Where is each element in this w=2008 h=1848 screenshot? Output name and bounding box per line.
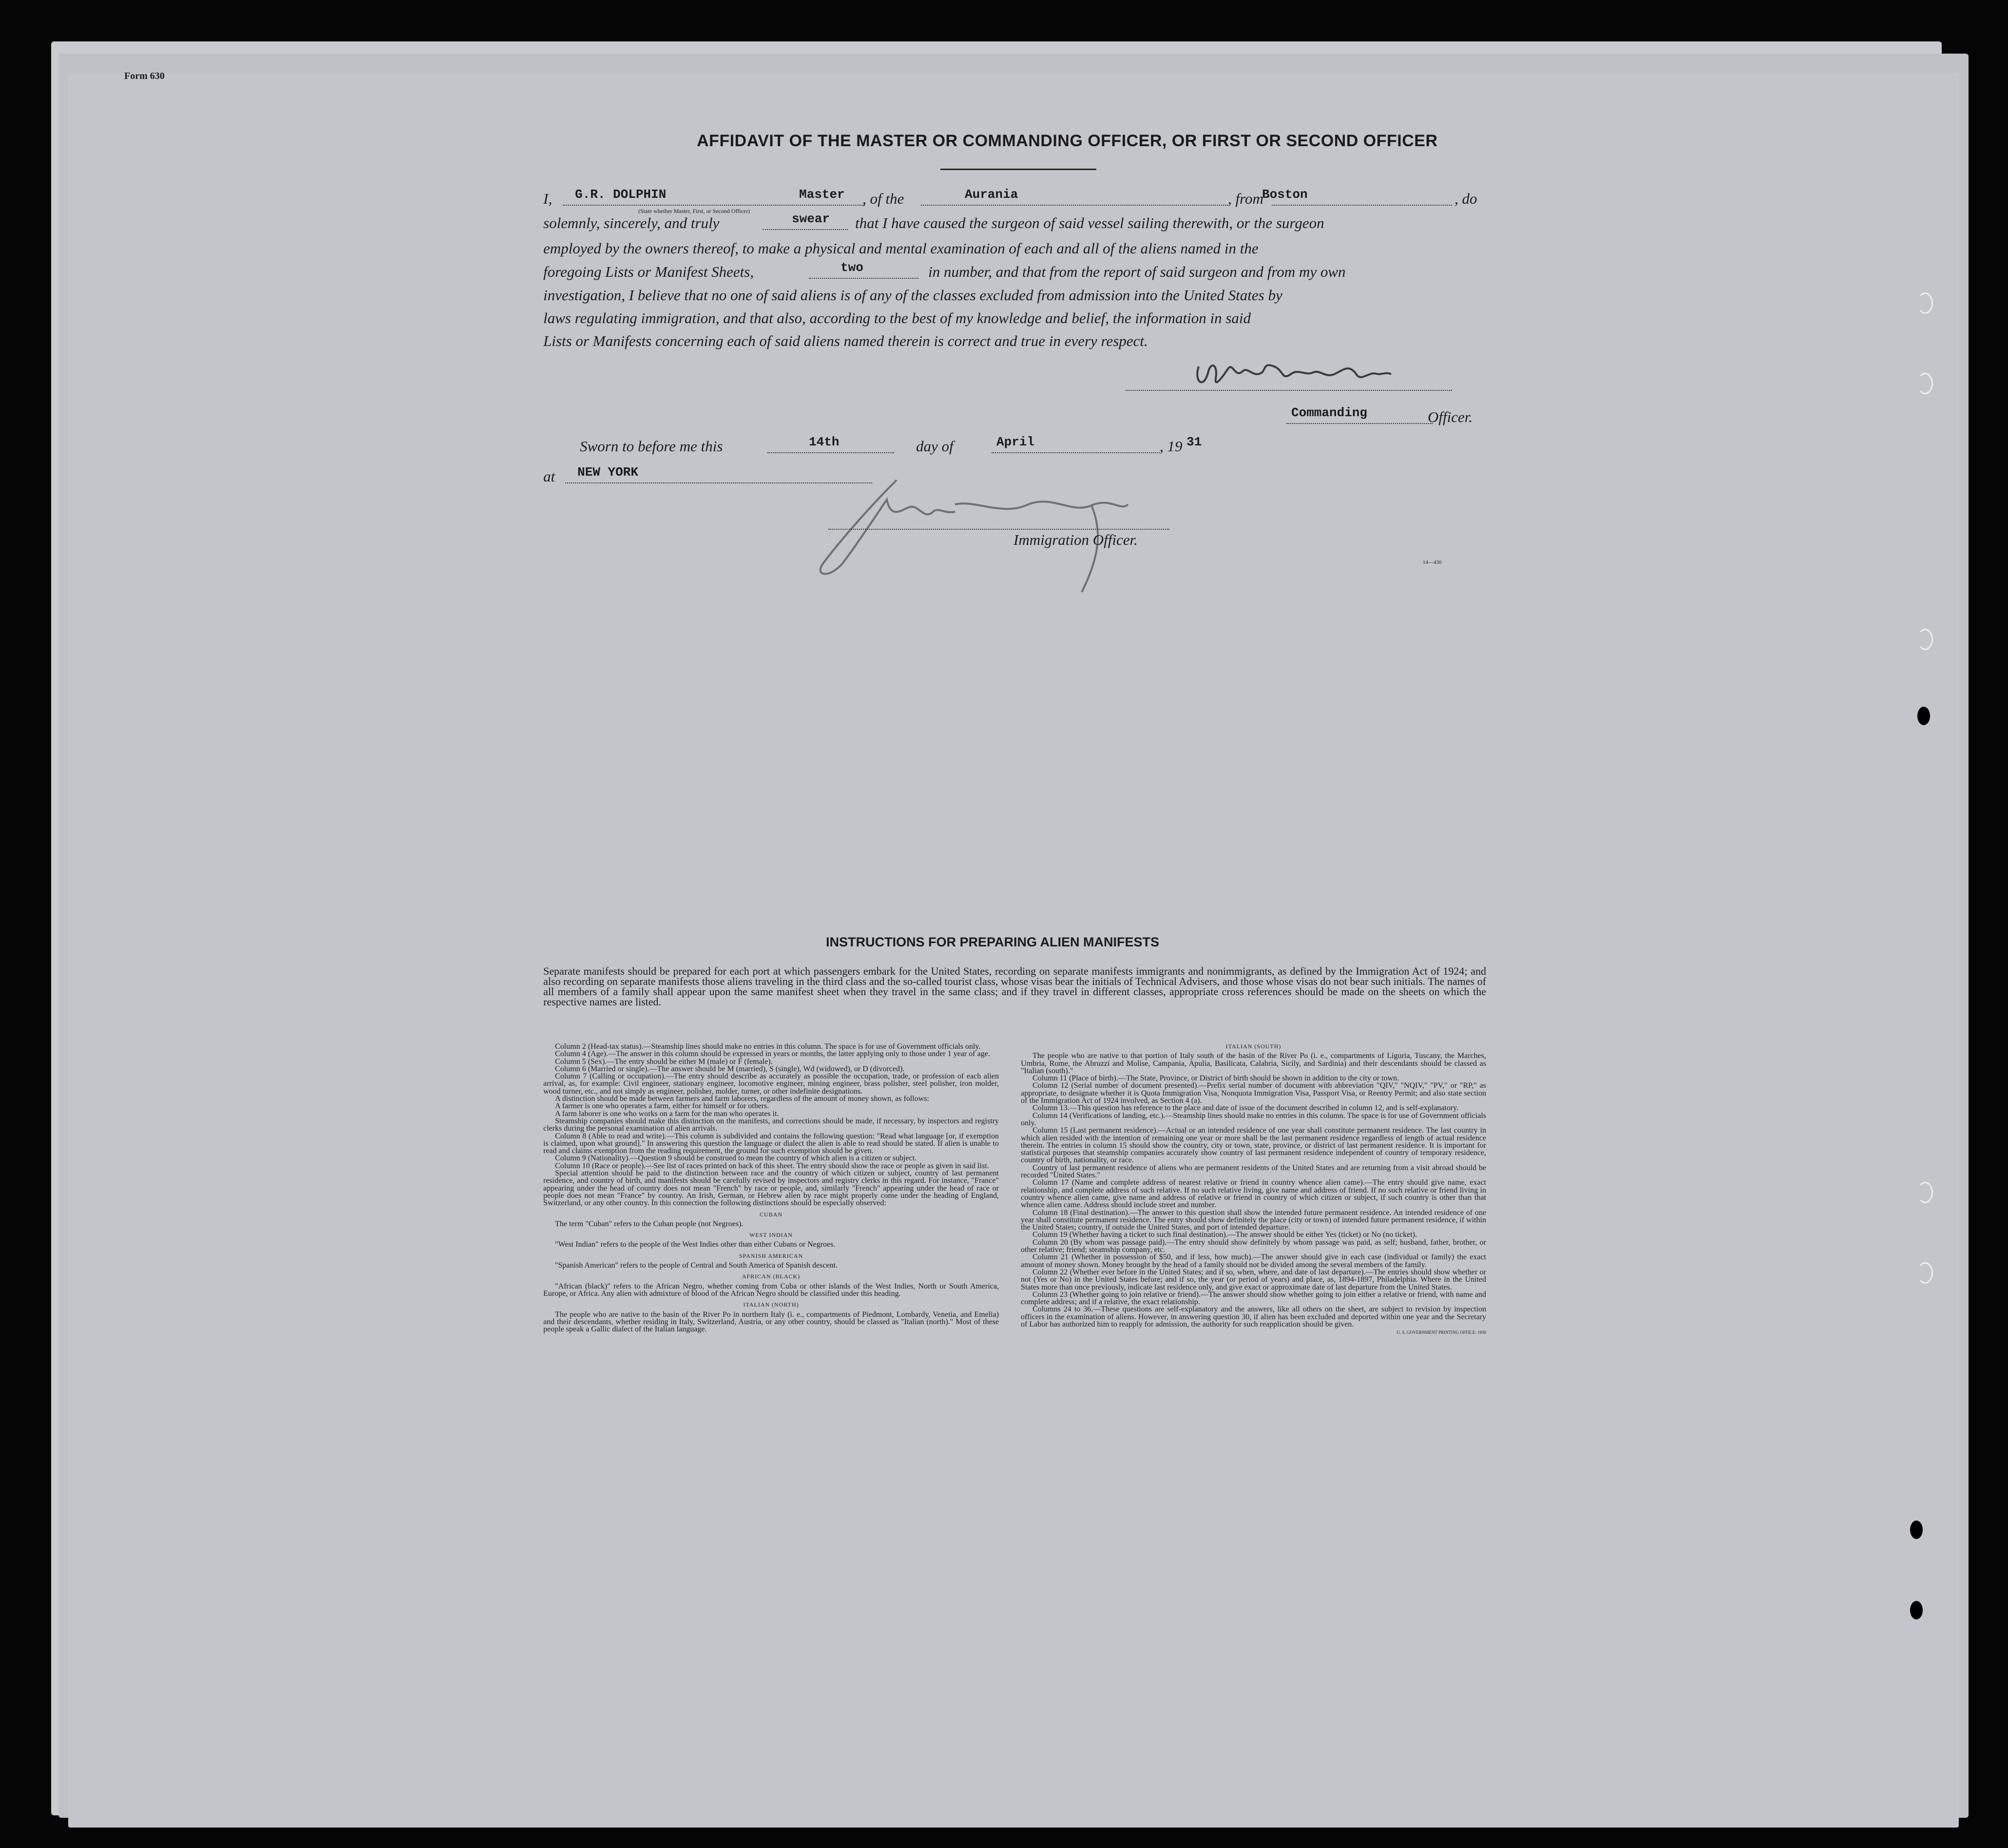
line4-pre: foregoing Lists or Manifest Sheets, [543, 263, 754, 280]
instruction-paragraph: Country of last permanent residence of aliens who are permanent residents of the United States and are returning from a visit abroad should be recorded "United States." [1021, 1163, 1486, 1180]
instruction-paragraph: Column 11 (Place of birth).—The State, Province, or District of birth should be shown in addition to the city or town. [1033, 1074, 1399, 1083]
instruction-paragraph: Column 10 (Race or people).—See list of races printed on back of this sheet. The entry should show the race or people as given in said list. [555, 1161, 989, 1170]
at-label: at [543, 468, 555, 485]
affidavit-line-1 [543, 187, 1484, 214]
affidavit-line-2 [543, 214, 1484, 237]
sheets-count: two [841, 260, 863, 275]
do-label: , do [1454, 190, 1477, 207]
sworn-year: 31 [1186, 435, 1202, 449]
instruction-paragraph: Column 7 (Calling or occupation).—The entry should describe as accurately as possible the occupation, trade, or profession of each alien arrival, as, for example: Civil engineer, stationary engineer, locomotive engineer, mining engineer, brass polisher, steel polisher, iron molder, wood turner, etc., and not simply as engineer, polisher, molder, turner, or other indefinite designations. [543, 1072, 999, 1096]
instructions-right-column [1021, 1043, 1486, 1337]
day-of-label: day of [916, 438, 954, 455]
instruction-paragraph: Column 23 (Whether going to join relative or friend).—The answer should show whether going to join either a relative or friend, with name and complete address; and if a relative, the exact relationship. [1021, 1290, 1486, 1307]
instruction-paragraph: The people who are native to that portion of Italy south of the basin of the River Po (i. e., compartments of Liguria, Tuscany, the Marches, Umbria, Rome, the Abruzzi and Molise, Campania, Apulia, Basilicata, Calabria, Sicily, and Sardinia) and their descendants should be classed as "Italian (south)." [1021, 1052, 1486, 1075]
master-signature [1189, 352, 1398, 396]
form-number: Form 630 [124, 71, 165, 81]
instruction-paragraph: Column 17 (Name and complete address of nearest relative or friend in country whence alien came).—The entry should give name, exact relationship, and complete address of such relative. If no such relative living, give name and address of friend. If no such relative or friend living in country whence alien came, give name and address of relative or friend in country of which citizen or subject, if such country is other than that whence alien came. Address should include street and number. [1021, 1178, 1486, 1210]
line2-pre: solemnly, sincerely, and truly [543, 214, 720, 231]
binder-hole [1917, 292, 1933, 314]
instruction-paragraph: Column 18 (Final destination).—The answer to this question shall show the intended future permanent residence. An intended residence of one year shall constitute permanent residence. The entry should show definitely the place (city or town) of intended future permanent residence, if within the United States; country, if outside the United States, and port of intended departure. [1021, 1208, 1486, 1232]
officer-line [1286, 405, 1491, 431]
affidavit-line-7: Lists or Manifests concerning each of said aliens named therein is correct and true in every respect. [543, 332, 1148, 349]
instruction-paragraph: Column 12 (Serial number of document presented).—Prefix serial number of document with abbreviation "QIV," "NQIV," "PV," or "RP," as appropriate, to designate whether it is Quota Immigration Visa, Nonquota Immigration Visa, Passport Visa, or Reentry Permit; and also state section of the Immigration Act of 1924 involved, as Section 4 (a). [1021, 1081, 1486, 1105]
spanish-american-text: "Spanish American" refers to the people of Central and South America of Spanish descent. [555, 1261, 838, 1270]
oath-word: swear [792, 212, 830, 226]
spanish-american-heading: SPANISH AMERICAN [739, 1252, 803, 1259]
sworn-line [580, 435, 1262, 460]
instruction-paragraph: A distinction should be made between farmers and farm laborers, regardless of the amount of money shown, as follows: [555, 1095, 929, 1103]
affidavit-line-5: investigation, I believe that no one of said aliens is of any of the classes excluded from admission into the United States by [543, 287, 1282, 304]
affidavit-title: AFFIDAVIT OF THE MASTER OR COMMANDING OFFICER, OR FIRST OR SECOND OFFICER [697, 132, 1438, 150]
instruction-paragraph: A farmer is one who operates a farm, either for himself or for others. [555, 1102, 769, 1111]
instruction-paragraph: Steamship companies should make this distinction on the manifests, and corrections should be made, if necessary, by inspectors and registry clerks during the personal examination of alien arrivals. [543, 1116, 999, 1133]
immigration-officer-rule [828, 514, 1169, 530]
i-label: I, [543, 190, 553, 207]
vessel-name: Aurania [965, 187, 1018, 202]
instruction-paragraph: Column 13.—This question has reference to the place and date of issue of the document described in column 12, and is self-explanatory. [1033, 1104, 1459, 1113]
instruction-paragraph: Columns 24 to 36.—These questions are self-explanatory and the answers, like all others on the sheet, are subject to revision by inspection officers in the examination of aliens. However, in answering question 30, if alien has been excluded and deported within one year and the Secretary of Labor has authorized him to reapply for admission, the authority for such reapplication should be given. [1021, 1305, 1486, 1328]
officer-label: Officer. [1428, 408, 1473, 425]
instructions-title: INSTRUCTIONS FOR PREPARING ALIEN MANIFESTS [826, 935, 1160, 949]
line4-post: in number, and that from the report of said surgeon and from my own [928, 263, 1346, 280]
binder-hole [1917, 373, 1933, 394]
instruction-paragraph: Column 20 (By whom was passage paid).—The entry should show definitely by whom passage was paid, as self; husband, father, brother, or other relative; friend; steamship company, etc. [1021, 1238, 1486, 1254]
instruction-paragraph: Column 5 (Sex).—The entry should be either M (male) or F (female). [555, 1057, 773, 1066]
instruction-paragraph: Column 19 (Whether having a ticket to such final destination).—The answer should be either Yes (ticket) or No (no ticket). [1033, 1231, 1417, 1239]
instruction-paragraph: Column 15 (Last permanent residence).—Actual or an intended residence of one year shall constitute permanent residence. The last country in which alien resided with the intention of remaining one year or more shall be the last permanent residence regardless of length of actual residence therein. The entries in column 15 should show the country, city or town, state, province, or district of last permanent residence. It is important for statistical purposes that steamship companies accurately show country of last permanent residence independent of country of temporary residence, country of birth, nationality, or race. [1021, 1126, 1486, 1165]
departure-port: Boston [1262, 187, 1308, 202]
binder-hole [1917, 707, 1930, 725]
italian-north-heading: ITALIAN (NORTH) [743, 1301, 799, 1309]
instruction-paragraph: Column 2 (Head-tax status).—Steamship lines should make no entries in this column. The space is for use of Government officials only. [555, 1042, 981, 1051]
instruction-paragraph: Column 8 (Able to read and write).—This column is subdivided and contains the following question: "Read what language [or, if exemption is claimed, upon what ground]." In answering this question the language or dialect the alien is able to read should be stated. If alien is unable to read and claims exemption from the reading requirement, the ground for such exemption should be given. [543, 1132, 999, 1155]
instruction-paragraph: Column 6 (Married or single).—The answer should be M (married), S (single), Wd (widowed), or D (divorced). [555, 1064, 905, 1073]
instruction-paragraph: A farm laborer is one who works on a farm for the man who operates it. [555, 1109, 779, 1118]
sheets-rule [809, 263, 918, 279]
instruction-paragraph: Column 22 (Whether ever before in the United States; and if so, when, where, and date of last departure).—The entries should show whether or not (Yes or No) in the United States before; and if so, the year (or period of years) and place, as, 1894-1897, Philadelphia. Where in the United States more than once previously, indicate last residence only, and give exact or approximate date of last departure from the United States. [1021, 1268, 1486, 1291]
instructions-left-column [543, 1043, 999, 1333]
binder-hole [1917, 1262, 1933, 1284]
binder-hole [1917, 1182, 1933, 1203]
immigration-officer-label: Immigration Officer. [1014, 531, 1138, 548]
instructions-intro: Separate manifests should be prepared for each port at which passengers embark for the United States, recording on separate manifests immigrants and nonimmigrants, as defined by the Immigration Act of 1924; and also recording on separate manifests those aliens traveling in the third class and the so-called tourist class, whose visas bear the initials of Technical Advisers, and those whose visas do not bear such initials. The names of all members of a family shall appear upon the same manifest sheet when they travel in the same class; and if they travel in different classes, appropriate cross references should be made on the sheets on which the respective names are listed. [543, 965, 1486, 1008]
instruction-paragraph: Column 4 (Age).—The answer in this column should be expressed in years or months, the latter applying only to those under 1 year of age. [555, 1050, 990, 1059]
cuban-text: The term "Cuban" refers to the Cuban people (not Negroes). [555, 1219, 744, 1228]
affidavit-line-3: employed by the owners thereof, to make a physical and mental examination of each and all of the aliens named in the [543, 240, 1259, 257]
italian-south-heading: ITALIAN (SOUTH) [1225, 1043, 1281, 1050]
officer-type: Commanding [1291, 405, 1368, 420]
sworn-day: 14th [809, 435, 840, 449]
year-prefix: , 19 [1160, 438, 1183, 455]
instruction-paragraph: Special attention should be paid to the distinction between race and the country of which citizen or subject, country of last permanent residence, and country of birth, and manifests should be carefully revised by inspectors and registry clerks in this regard. For instance, "France" appearing under the head of country does not mean "French" by race or people, and, similarly "French" appearing under the head of race or people does not mean "France" by country. An Irish, German, or Hebrew alien by race might properly come under the heading of England, Switzerland, or any other country. In this connection the following distinctions should be especially observed: [543, 1169, 999, 1208]
form-code: 14—430 [1423, 559, 1442, 565]
african-heading: AFRICAN (BLACK) [742, 1273, 801, 1280]
printer-note: U. S. GOVERNMENT PRINTING OFFICE: 1930 [1396, 1330, 1486, 1335]
italian-north-text: The people who are native to the basin of the River Po in northern Italy (i. e., compartments of Piedmont, Lombardy, Venetia, and Emelia) and their descendants, whether residing in Italy, Switzerland, Austria, or any other country, should be classed as "Italian (north)." Most of these people speak a Gallic dialect of the Italian language. [543, 1310, 999, 1334]
binder-hole [1910, 1521, 1923, 1539]
sworn-month: April [996, 435, 1035, 449]
african-text: "African (black)" refers to the African Negro, whether coming from Cuba or other islands of the West Indies, North or South America, Europe, or Africa. Any alien with admixture of blood of the African Negro should be classified under this heading. [543, 1282, 999, 1298]
west-indian-heading: WEST INDIAN [749, 1232, 793, 1239]
of-the-label: , of the [862, 190, 904, 207]
sworn-pre: Sworn to before me this [580, 438, 723, 455]
instruction-paragraph: Column 9 (Nationality).—Question 9 should be construed to mean the country of which alien is a citizen or subject. [555, 1154, 917, 1163]
master-rank: Master [799, 187, 845, 202]
cuban-heading: CUBAN [759, 1211, 783, 1218]
west-indian-text: "West Indian" refers to the people of the West Indies other than either Cubans or Negroes. [555, 1240, 836, 1249]
affidavit-line-6: laws regulating immigration, and that also, according to the best of my knowledge and belief, the information in said [543, 309, 1251, 327]
sworn-place: NEW YORK [577, 465, 638, 480]
line2-post: that I have caused the surgeon of said vessel sailing therewith, or the surgeon [855, 214, 1324, 231]
title-rule [940, 169, 1096, 170]
binder-hole [1910, 1601, 1923, 1619]
binder-hole [1917, 629, 1933, 650]
instruction-paragraph: Column 14 (Verifications of landing, etc.).—Steamship lines should make no entries in this column. The space is for use of Government officials only. [1021, 1111, 1486, 1127]
rank-note: (State whether Master, First, or Second Officer) [638, 208, 750, 214]
from-label: , from [1228, 190, 1263, 207]
master-name: G.R. DOLPHIN [575, 187, 667, 202]
affidavit-line-4 [543, 260, 1484, 286]
instruction-paragraph: Column 21 (Whether in possession of $50, and if less, how much).—The answer should give in each case (individual or family) the exact amount of money shown. Money brought by the head of a family should not be divided among the several members of the family. [1021, 1253, 1486, 1269]
